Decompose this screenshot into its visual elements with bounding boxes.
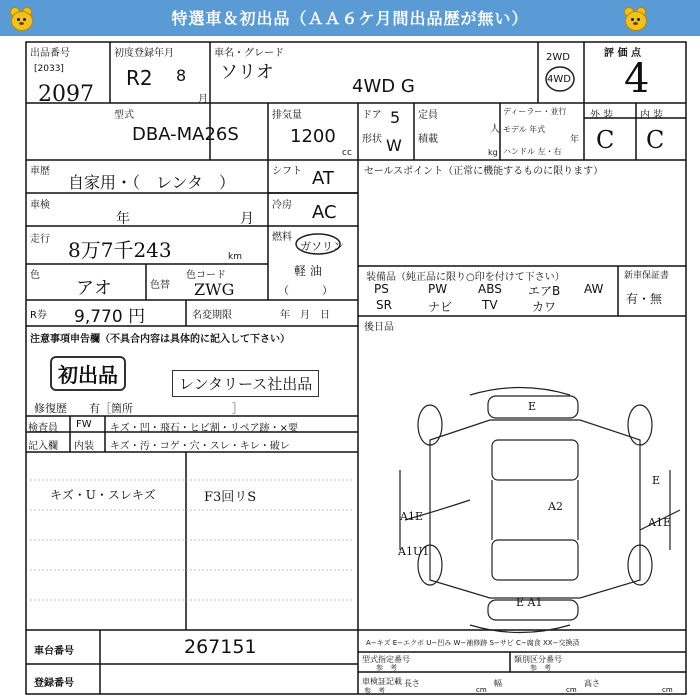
model-year-label: モデル 年式 [503,125,546,134]
interior-label: 内 装 [640,110,664,121]
capacity-unit: 人 [490,124,500,135]
first-registration-label: 初度登録年月 [114,48,174,59]
equip-airbag: エアB [528,284,561,298]
type-number-ref: 参 考 [376,664,397,672]
notes-label: 注意事項申告欄（不具合内容は具体的に記入して下さい） [30,334,290,345]
diagram-mark-right-front: E [652,474,661,487]
diagram-mark-front: E [528,400,537,413]
class-number-label: 類別区分番号 [514,655,562,664]
capacity-label: 定員 [418,110,438,121]
interior-marks-label: 内装 [74,441,94,452]
rating-value: 4 [624,56,650,102]
name-change-value: 年 月 日 [280,310,330,321]
equip-aw: AW [584,282,604,296]
color-label: 色 [30,270,40,281]
inspection-label: 車検 [30,200,50,211]
first-registration-year: R2 [126,66,153,90]
inspection-year: 年 [116,211,130,227]
fuel-gasoline-circled: ガソリン [300,240,344,253]
ac-value: AC [312,202,337,223]
equip-tv: TV [482,298,498,312]
equip-abs: ABS [478,282,502,296]
cc-unit: cc [342,148,352,158]
inspection-cert-ref: 参 考 [364,687,385,695]
handwritten-note-right: F3回リS [204,490,257,505]
lot-number-label: 出品番号 [30,48,70,59]
year-suffix: 年 [570,135,580,145]
car-grade: 4WD G [352,76,415,97]
first-listing-stamp: 初出品 [50,356,126,391]
later-items-label: 後日品 [364,322,394,333]
repair-history: 修復歴 有［箇所 ］ [34,402,243,415]
equipment-label: 装備品（純正品に限り○印を付けて下さい） [366,272,565,283]
history-value: 自家用・（ レンタ ） [68,173,235,192]
class-number-ref: 参 考 [530,664,551,672]
diagram-mark-right-door: A2 [548,500,563,513]
displacement-label: 排気量 [272,110,302,121]
car-name-label: 車名・グレード [214,48,284,59]
diagram-mark-rear: E A1 [516,596,543,609]
equip-pw: PW [428,282,448,296]
shape-label: 形状 [362,134,382,145]
color-code-value: ZWG [194,280,235,299]
interior-defect-marks: キズ・汚・コゲ・穴・スレ・キレ・破レ [110,441,290,452]
lot-number: 2097 [38,82,94,107]
model-label: 型式 [114,110,134,121]
lot-small-number: [2033] [34,64,64,74]
fuel-label: 燃料 [272,232,292,243]
equip-leather: カワ [532,300,557,314]
equip-ps: PS [374,282,389,296]
exterior-grade: C [596,126,615,154]
shape-value: W [386,136,402,155]
diagram-mark-right-rear: A1E [648,516,671,529]
type-number-label: 型式指定番号 [362,655,410,664]
exterior-label: 外 装 [590,110,614,121]
banner-title: 特選車＆初出品（ＡＡ６ケ月間出品歴が無い） [171,9,529,28]
equip-sr: SR [376,298,392,312]
mileage-value: 8万7千243 [68,238,172,262]
width-label: 幅 [494,679,502,688]
handwritten-note-left: キズ・U・スレキズ [50,488,156,502]
name-change-label: 名変期限 [192,310,232,321]
ac-label: 冷房 [272,200,292,211]
km-unit: km [228,252,242,262]
mileage-label: 走行 [30,234,50,245]
height-label: 高さ [584,679,600,688]
color-code-label: 色コード [186,270,226,281]
drive-4wd-circled: 4WD [547,74,571,85]
interior-grade: C [646,126,665,154]
sales-point-label: セールスポイント（正常に機能するものに限ります） [364,166,604,177]
recycle-label: R券 [30,310,47,321]
diagram-mark-left-rear: A1U1 [398,545,430,558]
diagram-mark-left-door: A1E [400,510,423,523]
defect-legend: A−キズ E−エクボ U−凹み W−補修跡 S−サビ C−腐食 XX−交換済 [366,639,580,647]
chassis-label: 車台番号 [34,646,74,657]
length-label: 長さ [404,679,420,688]
inspection-cert-label: 車検証記載 [362,677,402,686]
fuel-other: （ ） [278,284,333,297]
entry-label: 記入欄 [28,441,58,452]
load-label: 積載 [418,134,438,145]
registration-label: 登録番号 [34,678,74,689]
car-name: ソリオ [220,62,274,83]
rating-label: 評 価 点 [604,48,641,59]
rental-lease-stamp: レンタリース社出品 [172,370,319,397]
inspection-month: 月 [240,211,254,227]
exterior-defect-marks: キズ・凹・飛石・ヒビ割・リペア跡・×要 [110,423,298,434]
recycle-value: 9,770 円 [74,307,146,327]
chassis-number: 267151 [184,636,257,658]
drive-2wd-label: 2WD [546,52,570,63]
dealer-label: ディーラー・並行 [503,107,567,116]
height-unit: cm [662,686,673,694]
shift-label: シフト [272,166,302,177]
month-suffix: 月 [198,94,208,105]
checker-label: 検査員 [28,423,58,434]
model-code: DBA-MA26S [132,124,239,145]
color-value: アオ [76,278,112,299]
warranty-label: 新車保証書 [624,271,670,281]
first-registration-month: 8 [176,66,187,85]
handle-label: ハンドル 左・右 [503,147,562,156]
equip-navi: ナビ [428,300,453,314]
fuel-diesel: 軽 油 [294,264,322,278]
length-unit: cm [476,686,487,694]
history-label: 車歴 [30,166,50,177]
doors-value: 5 [390,108,401,127]
color-change-label: 色替 [150,280,170,291]
doors-label: ドア [362,110,382,121]
fw-label: FW [76,419,92,430]
displacement-value: 1200 [290,126,336,147]
width-unit: cm [566,686,577,694]
load-unit: kg [488,148,498,157]
shift-value: AT [312,168,334,189]
warranty-value: 有・無 [626,292,663,306]
